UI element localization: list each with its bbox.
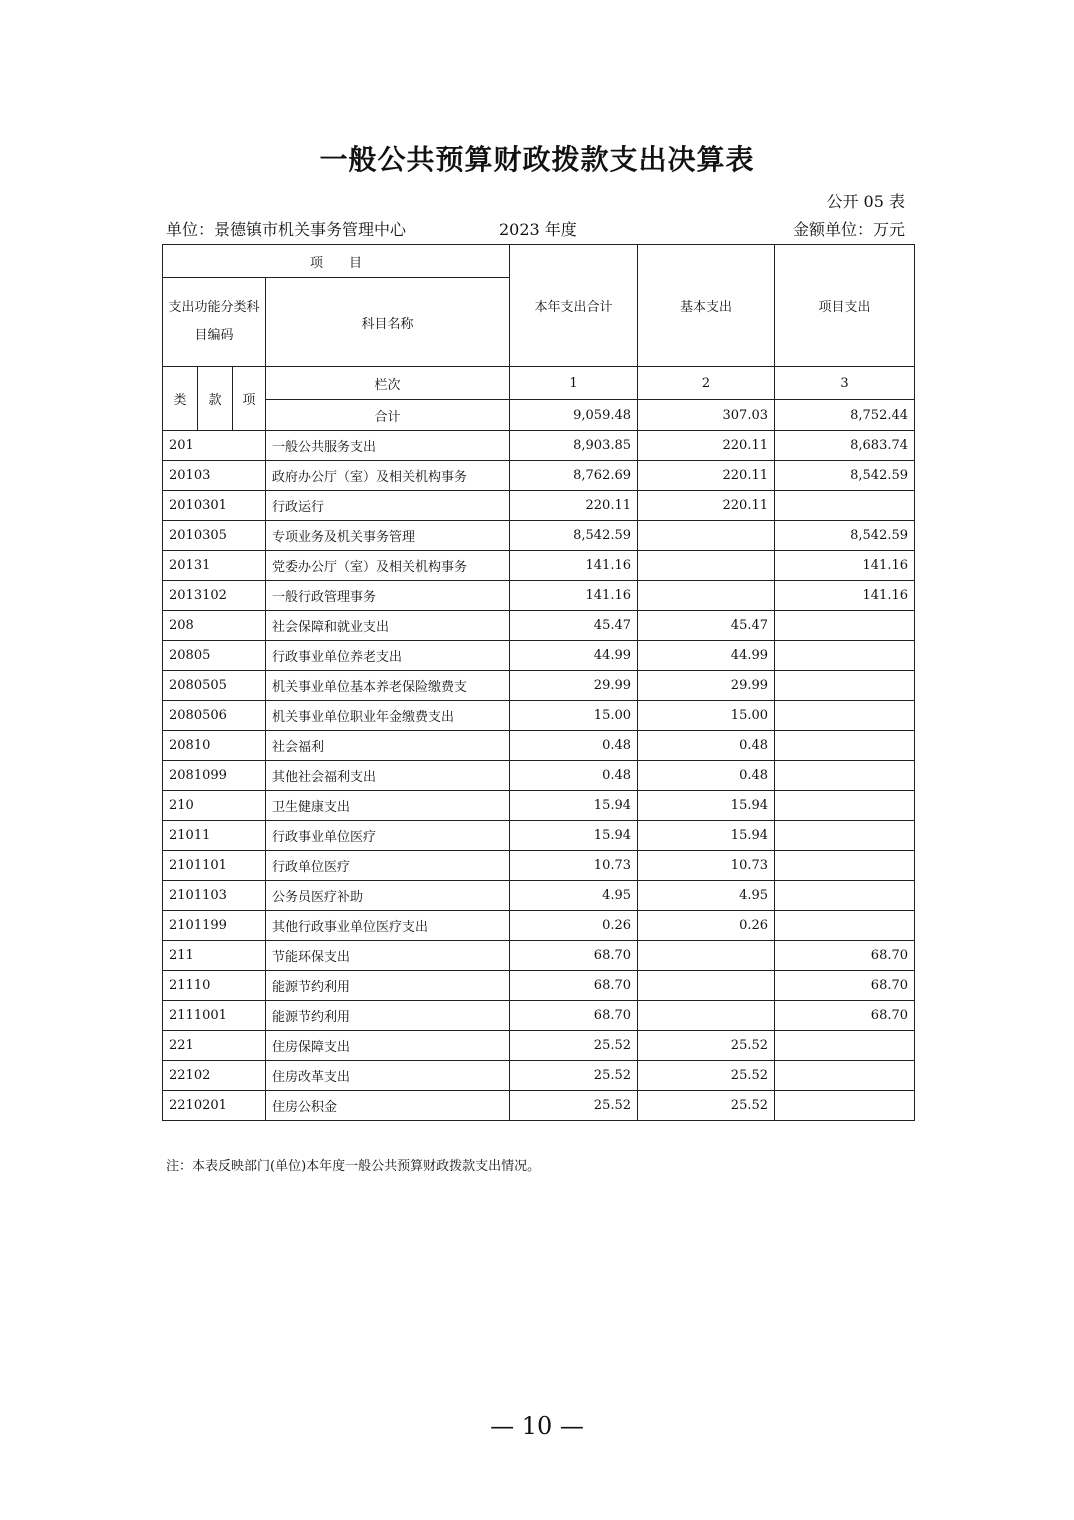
row-project xyxy=(775,671,915,701)
table-row xyxy=(163,641,915,671)
row-code: 20103 xyxy=(163,461,266,491)
table-row xyxy=(163,581,915,611)
row-name: 节能环保支出 xyxy=(266,941,510,971)
row-total: 0.48 xyxy=(510,761,638,791)
document-title: 一般公共预算财政拨款支出决算表 xyxy=(319,143,755,176)
table-row xyxy=(163,611,915,641)
row-basic: 15.94 xyxy=(638,791,775,821)
row-project xyxy=(775,821,915,851)
row-basic: 15.00 xyxy=(638,701,775,731)
row-basic xyxy=(638,941,775,971)
row-code: 201 xyxy=(163,431,266,461)
table-row xyxy=(163,431,915,461)
row-project xyxy=(775,761,915,791)
row-name: 一般公共服务支出 xyxy=(266,431,510,461)
row-total: 4.95 xyxy=(510,881,638,911)
header-project: 项目支出 xyxy=(775,245,915,367)
row-code: 2111001 xyxy=(163,1001,266,1031)
row-project: 141.16 xyxy=(775,581,915,611)
row-basic: 25.52 xyxy=(638,1031,775,1061)
header-total: 本年支出合计 xyxy=(510,245,638,367)
table-row xyxy=(163,971,915,1001)
row-code: 2210201 xyxy=(163,1091,266,1121)
row-total: 15.94 xyxy=(510,791,638,821)
table-row xyxy=(163,1031,915,1061)
row-total: 141.16 xyxy=(510,551,638,581)
row-name: 社会福利 xyxy=(266,731,510,761)
row-project xyxy=(775,731,915,761)
row-basic: 0.48 xyxy=(638,731,775,761)
row-code: 2010305 xyxy=(163,521,266,551)
row-code: 22102 xyxy=(163,1061,266,1091)
row-code: 2101103 xyxy=(163,881,266,911)
row-total: 220.11 xyxy=(510,491,638,521)
table-row xyxy=(163,1091,915,1121)
row-name: 能源节约利用 xyxy=(266,971,510,1001)
col-number-1: 1 xyxy=(510,367,638,400)
row-project: 8,542.59 xyxy=(775,461,915,491)
row-code: 2081099 xyxy=(163,761,266,791)
table-row xyxy=(163,941,915,971)
row-name: 住房改革支出 xyxy=(266,1061,510,1091)
row-basic: 4.95 xyxy=(638,881,775,911)
row-basic: 45.47 xyxy=(638,611,775,641)
row-total: 15.94 xyxy=(510,821,638,851)
row-basic xyxy=(638,971,775,1001)
fiscal-year: 2023 年度 xyxy=(499,220,577,239)
table-row xyxy=(163,551,915,581)
table-row xyxy=(163,461,915,491)
table-row xyxy=(163,851,915,881)
row-basic: 25.52 xyxy=(638,1061,775,1091)
table-row xyxy=(163,491,915,521)
row-basic: 44.99 xyxy=(638,641,775,671)
row-code: 2101101 xyxy=(163,851,266,881)
row-name: 专项业务及机关事务管理 xyxy=(266,521,510,551)
row-code: 211 xyxy=(163,941,266,971)
row-code: 21110 xyxy=(163,971,266,1001)
table-row xyxy=(163,521,915,551)
row-basic: 220.11 xyxy=(638,491,775,521)
table-row xyxy=(163,701,915,731)
header-xiang: 项 xyxy=(233,367,266,431)
row-total: 45.47 xyxy=(510,611,638,641)
sum-project: 8,752.44 xyxy=(775,400,915,431)
table-row xyxy=(163,911,915,941)
header-basic: 基本支出 xyxy=(638,245,775,367)
row-basic xyxy=(638,1001,775,1031)
row-total: 15.00 xyxy=(510,701,638,731)
header-lanci: 栏次 xyxy=(266,367,510,400)
sum-label: 合计 xyxy=(266,400,510,431)
header-code-group: 支出功能分类科目编码 xyxy=(163,278,266,367)
row-code: 2080506 xyxy=(163,701,266,731)
row-total: 0.26 xyxy=(510,911,638,941)
table-row xyxy=(163,731,915,761)
row-project: 8,683.74 xyxy=(775,431,915,461)
row-name: 卫生健康支出 xyxy=(266,791,510,821)
row-name: 政府办公厅（室）及相关机构事务 xyxy=(266,461,510,491)
row-name: 住房公积金 xyxy=(266,1091,510,1121)
row-project xyxy=(775,641,915,671)
row-project xyxy=(775,911,915,941)
money-unit: 金额单位：万元 xyxy=(792,220,905,239)
table-note: 注：本表反映部门(单位)本年度一般公共预算财政拨款支出情况。 xyxy=(166,1159,541,1174)
row-name: 行政事业单位养老支出 xyxy=(266,641,510,671)
row-project xyxy=(775,491,915,521)
row-project: 141.16 xyxy=(775,551,915,581)
row-basic xyxy=(638,521,775,551)
row-code: 20131 xyxy=(163,551,266,581)
row-project xyxy=(775,881,915,911)
row-project xyxy=(775,1031,915,1061)
row-basic: 0.48 xyxy=(638,761,775,791)
table-row xyxy=(163,791,915,821)
row-code: 2010301 xyxy=(163,491,266,521)
row-project: 68.70 xyxy=(775,1001,915,1031)
row-basic: 10.73 xyxy=(638,851,775,881)
row-basic xyxy=(638,581,775,611)
header-lei: 类 xyxy=(163,367,198,431)
row-code: 2013102 xyxy=(163,581,266,611)
row-basic: 15.94 xyxy=(638,821,775,851)
row-project: 68.70 xyxy=(775,941,915,971)
row-total: 25.52 xyxy=(510,1061,638,1091)
expenditure-table xyxy=(162,244,915,1121)
row-code: 210 xyxy=(163,791,266,821)
row-basic: 29.99 xyxy=(638,671,775,701)
page-number: — 10 — xyxy=(490,1412,584,1440)
row-name: 机关事业单位基本养老保险缴费支 xyxy=(266,671,510,701)
row-total: 68.70 xyxy=(510,971,638,1001)
row-project xyxy=(775,791,915,821)
row-name: 行政单位医疗 xyxy=(266,851,510,881)
row-total: 141.16 xyxy=(510,581,638,611)
row-total: 10.73 xyxy=(510,851,638,881)
table-row xyxy=(163,821,915,851)
table-row xyxy=(163,1001,915,1031)
row-name: 一般行政管理事务 xyxy=(266,581,510,611)
row-total: 8,903.85 xyxy=(510,431,638,461)
row-code: 20805 xyxy=(163,641,266,671)
col-number-2: 2 xyxy=(638,367,775,400)
row-basic: 25.52 xyxy=(638,1091,775,1121)
row-code: 20810 xyxy=(163,731,266,761)
table-number: 公开 05 表 xyxy=(826,192,905,211)
row-name: 其他社会福利支出 xyxy=(266,761,510,791)
row-total: 29.99 xyxy=(510,671,638,701)
row-name: 机关事业单位职业年金缴费支出 xyxy=(266,701,510,731)
row-project xyxy=(775,701,915,731)
header-item: 项 目 xyxy=(163,245,510,278)
row-total: 44.99 xyxy=(510,641,638,671)
row-name: 能源节约利用 xyxy=(266,1001,510,1031)
row-code: 208 xyxy=(163,611,266,641)
header-name: 科目名称 xyxy=(266,278,510,367)
row-project xyxy=(775,1061,915,1091)
sum-total: 9,059.48 xyxy=(510,400,638,431)
row-name: 其他行政事业单位医疗支出 xyxy=(266,911,510,941)
sum-basic: 307.03 xyxy=(638,400,775,431)
table-row xyxy=(163,761,915,791)
table-row xyxy=(163,881,915,911)
row-code: 2080505 xyxy=(163,671,266,701)
table-row xyxy=(163,671,915,701)
row-code: 221 xyxy=(163,1031,266,1061)
table-row xyxy=(163,1061,915,1091)
row-project xyxy=(775,1091,915,1121)
row-total: 68.70 xyxy=(510,941,638,971)
row-total: 68.70 xyxy=(510,1001,638,1031)
row-project xyxy=(775,851,915,881)
row-name: 行政运行 xyxy=(266,491,510,521)
row-basic: 220.11 xyxy=(638,431,775,461)
unit-label: 单位：景德镇市机关事务管理中心 xyxy=(166,220,407,239)
row-code: 21011 xyxy=(163,821,266,851)
row-basic xyxy=(638,551,775,581)
row-code: 2101199 xyxy=(163,911,266,941)
row-name: 社会保障和就业支出 xyxy=(266,611,510,641)
row-basic: 220.11 xyxy=(638,461,775,491)
row-project xyxy=(775,611,915,641)
row-name: 公务员医疗补助 xyxy=(266,881,510,911)
row-total: 25.52 xyxy=(510,1031,638,1061)
row-project: 68.70 xyxy=(775,971,915,1001)
row-project: 8,542.59 xyxy=(775,521,915,551)
header-kuan: 款 xyxy=(198,367,233,431)
row-name: 党委办公厅（室）及相关机构事务 xyxy=(266,551,510,581)
row-total: 25.52 xyxy=(510,1091,638,1121)
row-total: 8,542.59 xyxy=(510,521,638,551)
col-number-3: 3 xyxy=(775,367,915,400)
row-name: 住房保障支出 xyxy=(266,1031,510,1061)
row-name: 行政事业单位医疗 xyxy=(266,821,510,851)
row-total: 8,762.69 xyxy=(510,461,638,491)
row-total: 0.48 xyxy=(510,731,638,761)
row-basic: 0.26 xyxy=(638,911,775,941)
